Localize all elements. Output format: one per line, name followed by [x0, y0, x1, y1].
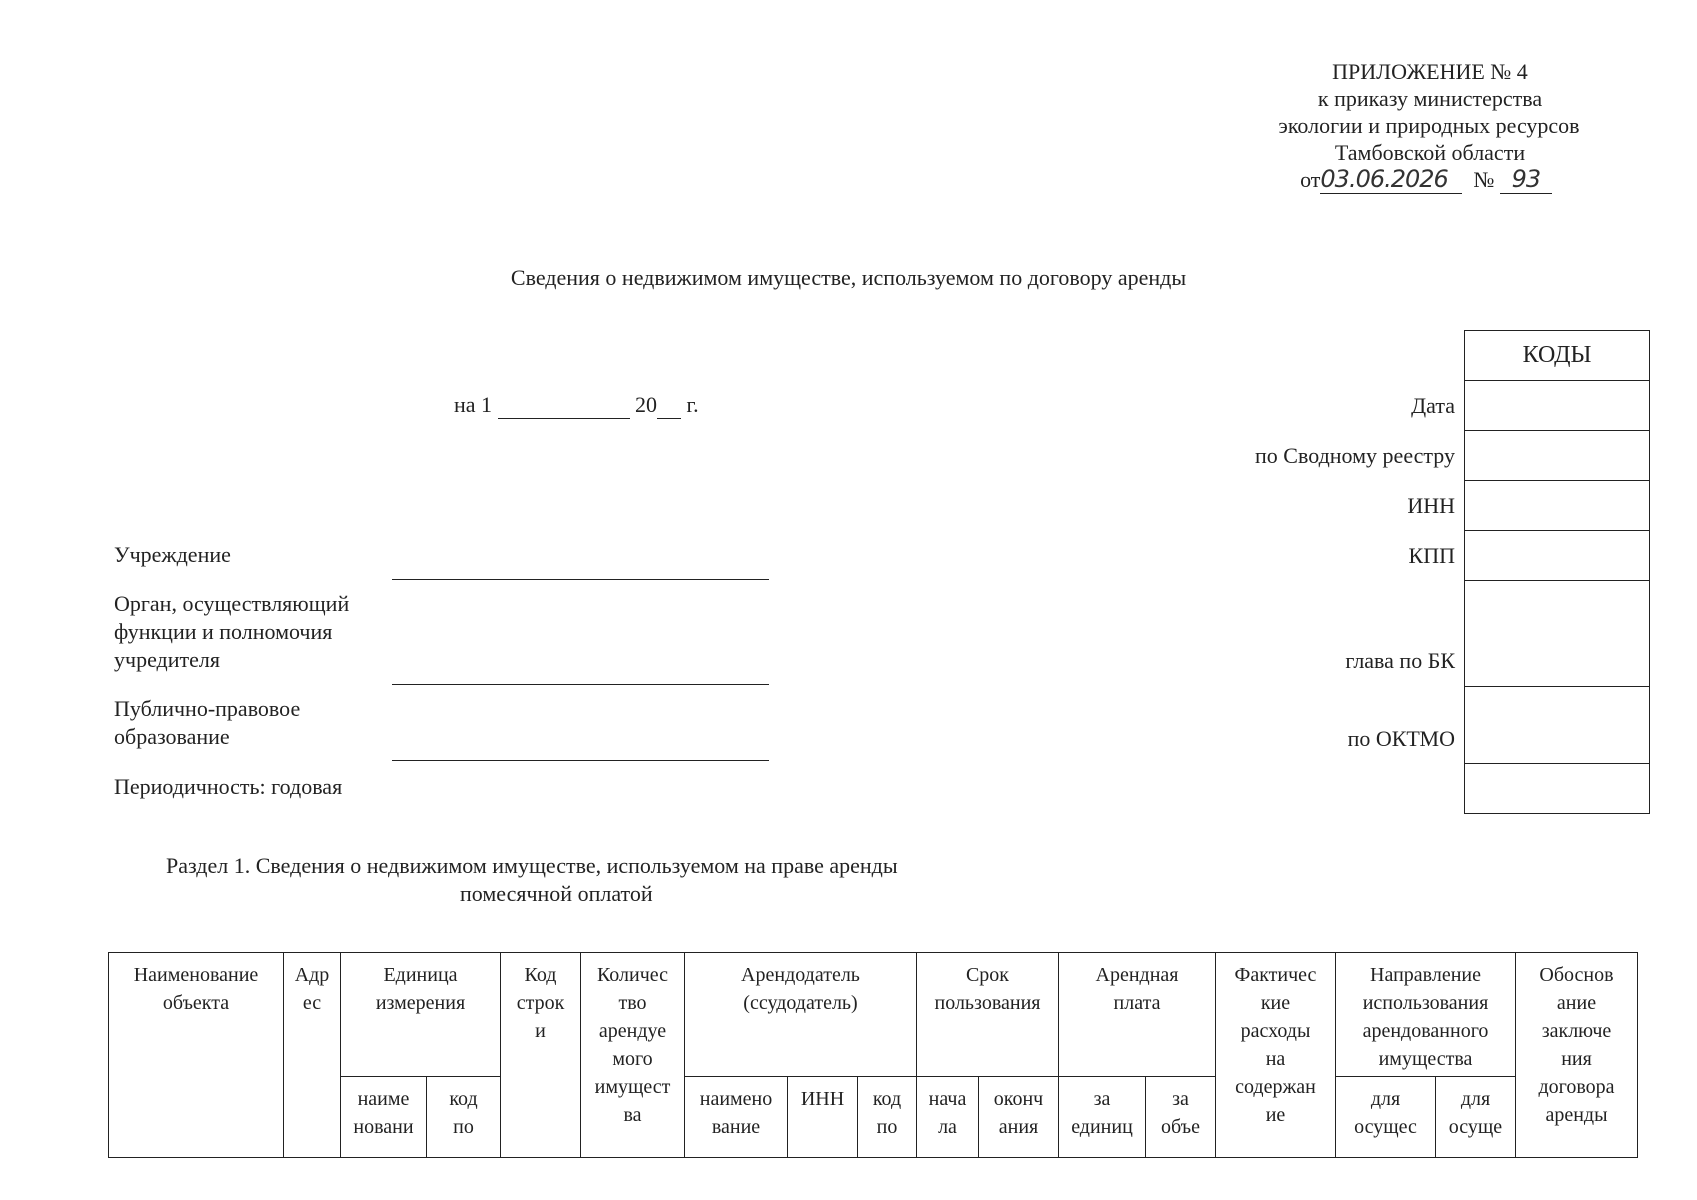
- document-title: Сведения о недвижимом имуществе, используемом по договору аренды: [510, 265, 1187, 290]
- col-unit-name: [341, 1077, 427, 1158]
- header-text-line: по: [453, 1116, 474, 1138]
- header-text-line: мого: [612, 1048, 653, 1070]
- appendix-line-3: Тамбовской области: [1334, 140, 1526, 165]
- header-text-line: ес: [302, 992, 322, 1014]
- header-text-line: Обоснов: [1539, 964, 1614, 986]
- appendix-line-2: экологии и природных ресурсов: [1278, 113, 1580, 138]
- header-text-line: Арендодатель: [741, 964, 860, 986]
- header-text-line: ие: [1265, 1104, 1286, 1126]
- section-title-line-1: Раздел 1. Сведения о недвижимом имуществе, используемом на праве аренды: [166, 853, 898, 878]
- public-line-2: образование: [114, 724, 230, 749]
- header-text-line: ание: [1556, 992, 1597, 1014]
- header-text-line: строк: [516, 992, 565, 1014]
- header-text-line: арендованного: [1362, 1020, 1489, 1042]
- code-kpp-cell[interactable]: [1465, 530, 1649, 580]
- header-text-line: ва: [623, 1104, 642, 1126]
- header-text-line: новани: [353, 1116, 414, 1138]
- section-title-line-2: помесячной оплатой: [460, 881, 653, 906]
- label-registry: по Сводному реестру: [1255, 443, 1455, 468]
- header-text-line: плата: [1113, 992, 1161, 1014]
- codes-box: [1464, 330, 1650, 814]
- col-rent-total: [1146, 1077, 1216, 1158]
- header-text-line: за: [1172, 1088, 1189, 1110]
- header-text-line: наиме: [357, 1088, 410, 1110]
- header-text-line: Код: [524, 964, 557, 986]
- header-text-line: (ссудодатель): [743, 992, 858, 1014]
- handwritten-number: 93: [1500, 166, 1552, 194]
- header-text-line: Адр: [294, 964, 330, 986]
- header-text-line: аренды: [1545, 1104, 1608, 1126]
- label-public-entity: [114, 695, 300, 751]
- public-line-1: Публично-правовое: [114, 696, 301, 721]
- header-text-line: объекта: [162, 992, 230, 1014]
- header-text-line: за: [1093, 1088, 1111, 1110]
- handwritten-date: 03.06.2026: [1320, 166, 1462, 194]
- founder-line-1: Орган, осуществляющий: [114, 591, 350, 616]
- col-lessor: [685, 953, 917, 1077]
- header-text-line: наимено: [699, 1088, 773, 1110]
- header-text-line: вание: [711, 1116, 761, 1138]
- order-date-number: [1236, 166, 1616, 194]
- header-text-line: по: [876, 1116, 898, 1138]
- header-text-line: Направление: [1370, 964, 1481, 986]
- label-date: Дата: [1411, 393, 1455, 418]
- header-text-line: договора: [1538, 1076, 1615, 1098]
- col-term: [917, 953, 1059, 1077]
- code-registry-cell[interactable]: [1465, 430, 1649, 480]
- label-oktmo: по ОКТМО: [1347, 726, 1455, 751]
- year-prefix: 20: [635, 392, 658, 417]
- col-object-name: [109, 953, 284, 1158]
- col-line-code: [501, 953, 581, 1158]
- header-text-line: код: [449, 1088, 478, 1110]
- col-lessor-code: [858, 1077, 917, 1158]
- col-rent-per-unit: [1059, 1077, 1146, 1158]
- appendix-header: [1240, 58, 1690, 194]
- code-bk-cell[interactable]: [1465, 580, 1649, 686]
- col-usage-direction: [1336, 953, 1516, 1077]
- header-text-line: для: [1370, 1088, 1401, 1110]
- founder-field[interactable]: [392, 684, 769, 685]
- header-text-line: использования: [1362, 992, 1489, 1014]
- header-text-line: имущест: [594, 1076, 671, 1098]
- col-quantity: [581, 953, 685, 1158]
- header-text-line: оконч: [993, 1088, 1044, 1110]
- header-text-line: тво: [618, 992, 647, 1014]
- founder-line-3: учредителя: [114, 647, 220, 672]
- year-suffix: г.: [686, 392, 699, 417]
- header-text-line: ния: [1561, 1048, 1592, 1070]
- report-date-line: [454, 391, 699, 419]
- founder-line-2: функции и полномочия: [114, 619, 333, 644]
- header-text-line: объе: [1161, 1116, 1200, 1138]
- label-institution: Учреждение: [114, 542, 231, 567]
- col-direction-1: [1336, 1077, 1436, 1158]
- col-unit: [341, 953, 501, 1077]
- col-term-start: [917, 1077, 979, 1158]
- header-text-line: ИНН: [800, 1088, 845, 1110]
- header-text-line: для: [1460, 1088, 1491, 1110]
- header-text-line: код: [872, 1088, 902, 1110]
- header-text-line: имущества: [1378, 1048, 1473, 1070]
- header-text-line: Арендная: [1095, 964, 1179, 986]
- col-lessor-name: [685, 1077, 788, 1158]
- header-text-line: Фактичес: [1234, 964, 1317, 986]
- header-text-line: содержан: [1235, 1076, 1316, 1098]
- label-periodicity: Периодичность: годовая: [114, 774, 343, 799]
- codes-header: КОДЫ: [1522, 342, 1592, 368]
- col-term-end: [979, 1077, 1059, 1158]
- appendix-number: ПРИЛОЖЕНИЕ № 4: [1332, 59, 1528, 84]
- label-kpp: КПП: [1408, 543, 1455, 568]
- public-entity-field[interactable]: [392, 760, 769, 761]
- header-text-line: Количес: [596, 964, 669, 986]
- header-text-line: расходы: [1240, 1020, 1311, 1042]
- col-rent: [1059, 953, 1216, 1077]
- header-text-line: Наименование: [133, 964, 259, 986]
- code-oktmo-cell[interactable]: [1465, 686, 1649, 763]
- header-text-line: арендуе: [598, 1020, 667, 1042]
- header-text-line: ла: [938, 1116, 957, 1138]
- header-text-line: ания: [998, 1116, 1039, 1138]
- institution-field[interactable]: [392, 579, 769, 580]
- header-text-line: единиц: [1071, 1116, 1133, 1138]
- col-contract-basis: [1516, 953, 1638, 1158]
- col-actual-expenses: [1216, 953, 1336, 1158]
- appendix-line-1: к приказу министерства: [1317, 86, 1543, 111]
- number-label: №: [1473, 167, 1495, 192]
- rental-property-table: [108, 952, 1638, 1158]
- header-text-line: осуще: [1448, 1116, 1503, 1138]
- label-founder: [114, 590, 349, 674]
- col-lessor-inn: [788, 1077, 858, 1158]
- header-text-line: Единица: [383, 964, 458, 986]
- col-direction-2: [1436, 1077, 1516, 1158]
- header-text-line: пользования: [934, 992, 1041, 1014]
- from-label: от: [1300, 167, 1321, 192]
- date-prefix: на 1: [454, 392, 493, 417]
- label-bk: глава по БК: [1345, 648, 1455, 673]
- header-text-line: на: [1265, 1048, 1286, 1070]
- header-text-line: и: [535, 1020, 546, 1042]
- year-blank-field[interactable]: [657, 396, 681, 419]
- date-blank-field[interactable]: [498, 396, 630, 419]
- col-address: [284, 953, 341, 1158]
- col-unit-code: [427, 1077, 501, 1158]
- header-text-line: заключе: [1541, 1020, 1612, 1042]
- code-inn-cell[interactable]: [1465, 480, 1649, 530]
- header-text-line: осущес: [1354, 1116, 1417, 1138]
- header-text-line: измерения: [375, 992, 466, 1014]
- code-extra-cell[interactable]: [1465, 763, 1649, 813]
- header-text-line: кие: [1260, 992, 1291, 1014]
- header-text-line: Срок: [965, 964, 1010, 986]
- label-inn: ИНН: [1407, 493, 1455, 518]
- header-text-line: нача: [928, 1088, 967, 1110]
- code-date-cell[interactable]: [1465, 380, 1649, 430]
